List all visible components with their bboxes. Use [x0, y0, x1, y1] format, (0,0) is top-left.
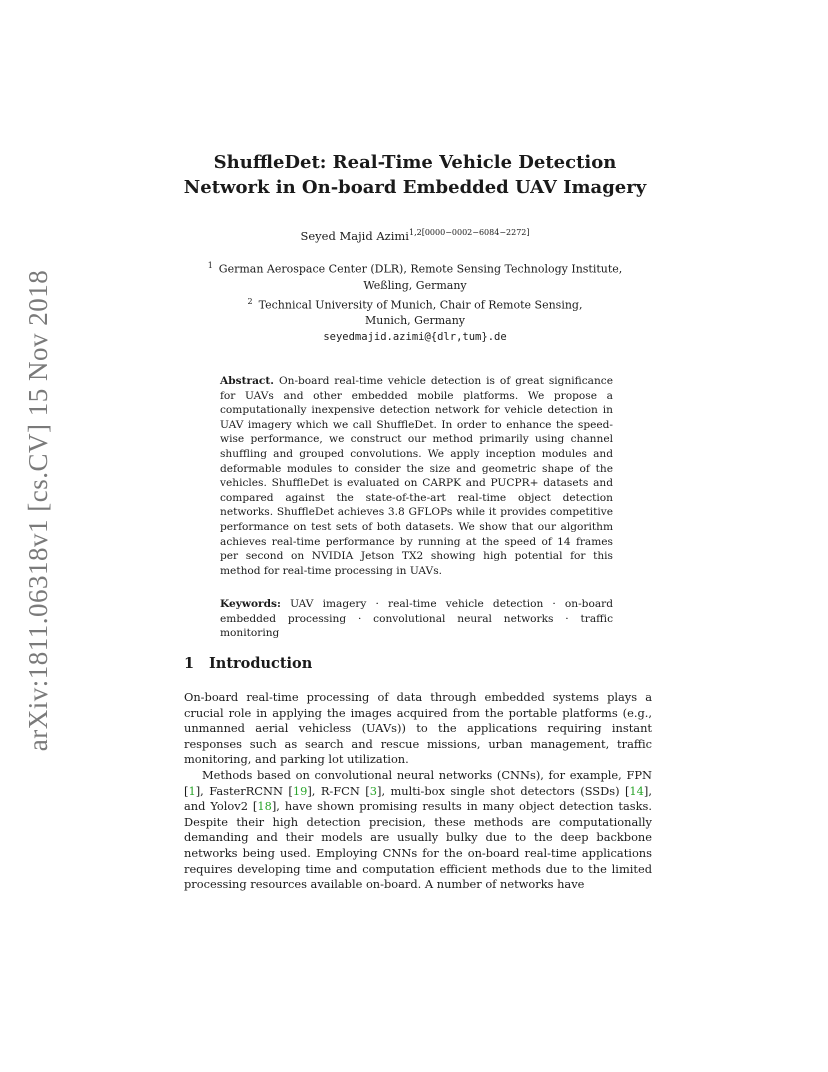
- abstract-text: On-board real-time vehicle detection is of great significance for UAVs and other embedded mobile platforms. We propose a computationally inexpensive detection network for vehicle detection in UAV imagery which we call ShuffleDet. In order to enhance the speed-wise performance, we construct our method primarily using channel shuffling and grouped convolutions. We apply inception modules and deformable modules to consider the size and geometric shape of the vehicles. ShuffleDet is evaluated on CARPK and PUCPR+ datasets and compared against the state-of-the-art real-time object detection networks. ShuffleDet achieves 3.8 GFLOPs while it provides competitive performance on test sets of both datasets. We show that our algorithm achieves real-time performance by running at the speed of 14 frames per second on NVIDIA Jetson TX2 showing high potential for this method for real-time processing in UAVs.: [220, 375, 613, 577]
- introduction-body: [184, 690, 652, 893]
- affiliation-1-marker: 1: [207, 261, 213, 270]
- intro-p2-text-b: ], FasterRCNN [: [195, 783, 293, 798]
- citation-link[interactable]: 3: [369, 783, 377, 798]
- section-heading: [184, 655, 312, 672]
- section-title: Introduction: [209, 655, 313, 672]
- intro-p2-text-f: ], have shown promising results in many object detection tasks. Despite their high detection precision, these methods are computationally demanding and their models are usually bulky due to the deep backbone networks being used. Employing CNNs for the on-board real-time applications requires developing time and computation efficient methods due to the limited processing resources available on-board. A number of networks have: [184, 799, 652, 892]
- keywords: [220, 597, 613, 641]
- affiliation-2-line1: Technical University of Munich, Chair of Remote Sensing,: [258, 298, 583, 312]
- title-line-1: ShuffleDet: Real-Time Vehicle Detection: [213, 152, 617, 173]
- author: [120, 228, 710, 243]
- citation-link[interactable]: 18: [257, 799, 272, 814]
- author-orcid: 1,2[0000−0002−6084−2272]: [409, 228, 530, 237]
- section-number: 1: [184, 655, 195, 672]
- abstract: [220, 374, 613, 578]
- affiliation-1-line1: German Aerospace Center (DLR), Remote Sensing Technology Institute,: [218, 262, 623, 276]
- affiliations: [140, 258, 690, 345]
- affiliation-1: [140, 258, 690, 278]
- intro-paragraph-1: On-board real-time processing of data through embedded systems plays a crucial role in applying the images acquired from the portable platforms (e.g., unmanned aerial vehicless (UAVs)) to the applications requiring instant responses such as search and rescue missions, urban management, traffic monitoring, and parking lot utilization.: [184, 690, 652, 767]
- abstract-label: Abstract.: [220, 375, 274, 387]
- arxiv-identifier: arXiv:1811.06318v1 [cs.CV] 15 Nov 2018: [23, 269, 54, 751]
- affiliation-2-line2: Munich, Germany: [364, 314, 466, 328]
- keywords-label: Keywords:: [220, 598, 281, 610]
- citation-link[interactable]: 19: [292, 783, 308, 798]
- keywords-text: UAV imagery · real-time vehicle detection · on-board embedded processing · convolutional neural networks · traffic monitoring: [220, 598, 614, 640]
- affiliation-2-marker: 2: [247, 296, 253, 306]
- arxiv-sidebar: [14, 269, 64, 751]
- author-email[interactable]: seyedmajid.azimi@{dlr,tum}.de: [323, 331, 507, 344]
- intro-paragraph-2: [184, 768, 652, 893]
- citation-link[interactable]: 1: [188, 783, 196, 798]
- citation-link[interactable]: 14: [629, 783, 644, 798]
- affiliation-2: [140, 294, 690, 314]
- intro-p2-text-d: ], multi-box single shot detectors (SSDs) [: [377, 783, 630, 798]
- paper-title: [120, 150, 710, 200]
- title-line-2: Network in On-board Embedded UAV Imagery: [183, 177, 647, 198]
- intro-p2-text-a: Methods based on convolutional neural networks (CNNs), for example, FPN [: [184, 767, 652, 798]
- affiliation-1-line2: Weßling, Germany: [363, 278, 467, 292]
- author-name: Seyed Majid Azimi: [300, 228, 409, 243]
- intro-p2-text-c: ], R-FCN [: [307, 783, 370, 798]
- intro-p2-text-e: ], and Yolov2 [: [184, 783, 652, 814]
